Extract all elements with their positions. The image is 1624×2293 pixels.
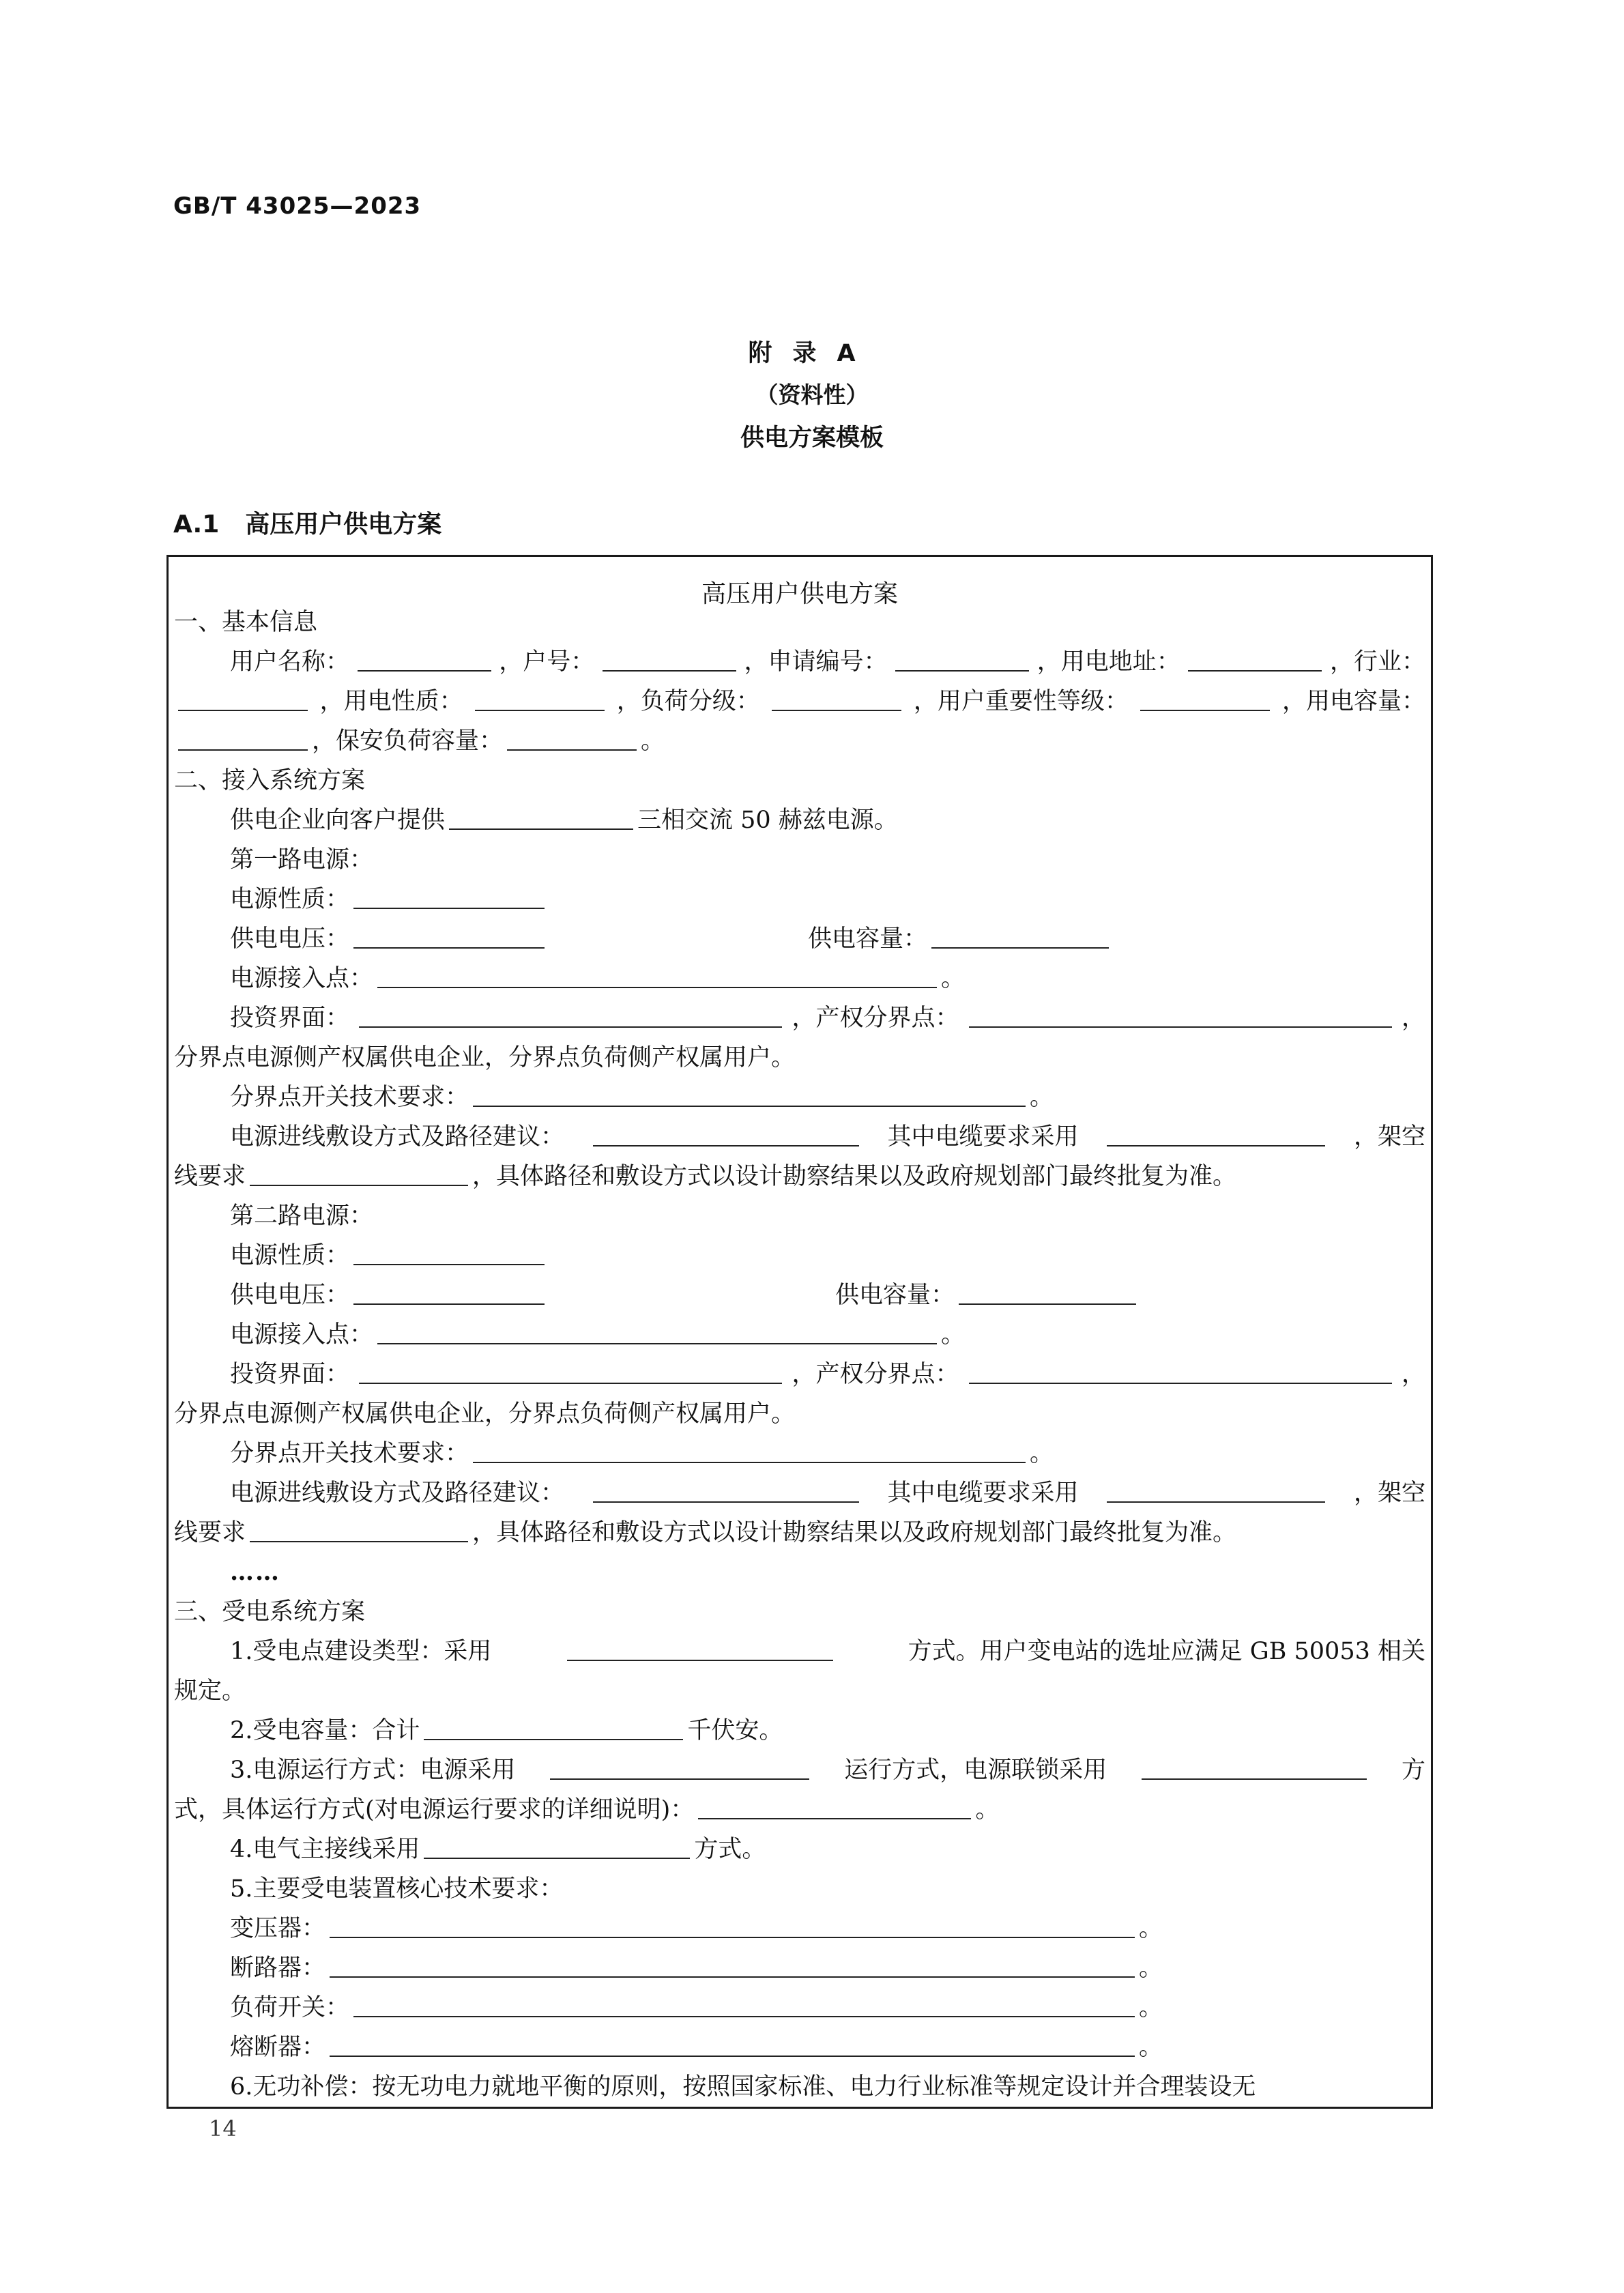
source1-heading: 第一路电源： (230, 846, 374, 874)
src1-boundary-note: 分界点电源侧产权属供电企业，分界点负荷侧产权属用户。 (174, 1044, 796, 1071)
part3-heading: 三、受电系统方案 (174, 1598, 366, 1626)
src2-overhead-label: 线要求 (174, 1519, 246, 1546)
src1-switch-label: 分界点开关技术要求： (230, 1084, 469, 1111)
security-load-label: ，保安负荷容量： (312, 727, 504, 755)
item3-detail-label: 式，具体运行方式(对电源运行要求的详细说明)： (174, 1796, 695, 1823)
src1-invest-field[interactable] (359, 1026, 782, 1028)
nature-field[interactable] (475, 709, 605, 711)
src1-overhead-label: 线要求 (174, 1163, 246, 1190)
src1-nature-field[interactable] (353, 907, 545, 909)
application-no-field[interactable] (895, 669, 1029, 672)
src2-voltage-label: 供电电压： (230, 1282, 350, 1309)
part3-heading-row (169, 1591, 1425, 1631)
src2-invest-label: 投资界面： (230, 1361, 350, 1388)
ellipsis: …… (230, 1558, 280, 1586)
src1-invest-label: 投资界面： (230, 1005, 350, 1032)
item5-label: 5.主要受电装置核心技术要求： (230, 1875, 564, 1903)
source1-nature-row (169, 879, 1425, 919)
src2-property-field[interactable] (969, 1382, 1392, 1384)
src2-switch-label: 分界点开关技术要求： (230, 1440, 469, 1467)
src2-property-label: ，产权分界点： (792, 1361, 959, 1388)
src2-overhead-field[interactable] (250, 1540, 468, 1542)
src1-nature-label: 电源性质： (230, 886, 350, 913)
supply-voltage-field[interactable] (449, 828, 633, 830)
item3-row-2 (169, 1789, 1425, 1829)
item6-row (169, 2066, 1425, 2106)
src2-overhead-tail: ，架空 (1353, 1480, 1425, 1507)
load-class-field[interactable] (772, 709, 901, 711)
page-number: 14 (209, 2116, 237, 2141)
src2-nature-field[interactable] (353, 1263, 545, 1265)
basic-info-row-2 (169, 681, 1425, 721)
src1-access-end: 。 (941, 965, 966, 992)
part2-heading-row (169, 760, 1425, 800)
src1-overhead-tail: ，架空 (1353, 1123, 1425, 1151)
account-no-label: ，户号： (499, 648, 595, 676)
source2-access-row (169, 1314, 1425, 1354)
basic-info-row-1 (169, 641, 1425, 681)
section-title: 高压用户供电方案 (245, 510, 442, 538)
item3-interlock-label: 运行方式，电源联锁采用 (844, 1757, 1107, 1784)
importance-field[interactable] (1140, 709, 1270, 711)
item3-row (169, 1750, 1425, 1789)
item1-end: 规定。 (174, 1677, 246, 1705)
item3-tail: 方 (1401, 1757, 1425, 1784)
part2-heading: 二、接入系统方案 (174, 767, 366, 794)
breaker-label: 断路器： (230, 1955, 326, 1982)
item1-field[interactable] (567, 1659, 833, 1661)
source2-route-row (169, 1473, 1425, 1512)
source1-invest-row (169, 998, 1425, 1037)
item4-field[interactable] (424, 1857, 690, 1859)
source1-route-row-2 (169, 1156, 1425, 1196)
nature-label: ，用电性质： (319, 688, 463, 715)
item3-label: 3.电源运行方式：电源采用 (230, 1757, 516, 1784)
src2-route-label: 电源进线敷设方式及路径建议： (230, 1480, 565, 1507)
importance-label: ，用户重要性等级： (913, 688, 1129, 715)
form-title: 高压用户供电方案 (701, 580, 898, 608)
src1-property-end: ， (1401, 1005, 1425, 1032)
capacity-field[interactable] (178, 749, 308, 751)
src2-route-field[interactable] (593, 1501, 859, 1503)
standard-code: GB/T 43025—2023 (173, 192, 422, 220)
src2-capacity-field[interactable] (959, 1303, 1136, 1305)
account-no-field[interactable] (603, 669, 736, 672)
section-number: A.1 (173, 510, 220, 538)
load-switch-field[interactable] (353, 2015, 1135, 2017)
transformer-field[interactable] (330, 1936, 1135, 1938)
industry-label: ，行业： (1329, 648, 1425, 676)
item4-label: 4.电气主接线采用 (230, 1836, 420, 1863)
source2-heading: 第二路电源： (230, 1202, 374, 1230)
item1-row-2 (169, 1671, 1425, 1710)
part1-heading-row (169, 602, 1425, 641)
source1-heading-row (169, 839, 1425, 879)
item3-detail-field[interactable] (698, 1817, 971, 1819)
transformer-row (169, 1908, 1425, 1948)
fuse-label: 熔断器： (230, 2034, 326, 2061)
src1-switch-end: 。 (1030, 1084, 1054, 1111)
src1-access-field[interactable] (377, 986, 937, 988)
src2-capacity-label: 供电容量： (835, 1282, 955, 1309)
breaker-row (169, 1948, 1425, 1987)
item1-label: 1.受电点建设类型：采用 (230, 1638, 492, 1665)
load-switch-end: 。 (1139, 1994, 1163, 2021)
address-field[interactable] (1188, 669, 1322, 672)
src1-voltage-label: 供电电压： (230, 925, 350, 953)
fuse-row (169, 2027, 1425, 2066)
transformer-end: 。 (1139, 1915, 1163, 1942)
source1-boundary-row (169, 1037, 1425, 1077)
supply-intro-label: 供电企业向客户提供 (230, 807, 446, 834)
item1-row (169, 1631, 1425, 1671)
src1-route-label: 电源进线敷设方式及路径建议： (230, 1123, 565, 1151)
src2-nature-label: 电源性质： (230, 1242, 350, 1269)
src2-property-end: ， (1401, 1361, 1425, 1388)
src2-switch-field[interactable] (473, 1461, 1026, 1463)
fuse-end: 。 (1139, 2034, 1163, 2061)
user-name-label: 用户名称： (230, 648, 350, 676)
src1-route-field[interactable] (593, 1144, 859, 1146)
src1-capacity-label: 供电容量： (808, 925, 928, 953)
item6-text: 6.无功补偿：按无功电力就地平衡的原则，按照国家标准、电力行业标准等规定设计并合理装设无 (230, 2073, 1256, 2101)
breaker-end: 。 (1139, 1955, 1163, 1982)
src1-access-label: 电源接入点： (230, 965, 374, 992)
item2-row (169, 1710, 1425, 1750)
part1-heading: 一、基本信息 (174, 609, 318, 636)
item1-tail: 方式。用户变电站的选址应满足 GB 50053 相关 (908, 1638, 1425, 1665)
address-label: ，用电地址： (1036, 648, 1180, 676)
breaker-field[interactable] (330, 1976, 1135, 1978)
item2-tail: 千伏安。 (687, 1717, 783, 1744)
source2-nature-row (169, 1235, 1425, 1275)
src2-cable-label: 其中电缆要求采用 (887, 1480, 1079, 1507)
supply-intro-row (169, 800, 1425, 839)
item3-run-field[interactable] (550, 1778, 809, 1780)
form-frame (166, 555, 1433, 2109)
source1-switch-row (169, 1077, 1425, 1116)
source2-heading-row (169, 1196, 1425, 1235)
load-switch-label: 负荷开关： (230, 1994, 350, 2021)
source2-invest-row (169, 1354, 1425, 1394)
src1-voltage-field[interactable] (353, 947, 545, 949)
source2-route-row-2 (169, 1512, 1425, 1552)
load-class-label: ，负荷分级： (616, 688, 760, 715)
src1-cable-label: 其中电缆要求采用 (887, 1123, 1079, 1151)
appendix-title-text: 附录A (748, 340, 876, 367)
appendix-nature: （资料性） (755, 381, 869, 408)
appendix-title (0, 334, 1624, 369)
src2-route-tail: ，具体路径和敷设方式以设计勘察结果以及政府规划部门最终批复为准。 (472, 1519, 1237, 1546)
source2-boundary-row (169, 1394, 1425, 1433)
transformer-label: 变压器： (230, 1915, 326, 1942)
appendix-subtitle: 供电方案模板 (740, 424, 884, 452)
src1-cable-field[interactable] (1107, 1144, 1325, 1146)
item5-row (169, 1869, 1425, 1908)
security-load-field[interactable] (507, 749, 637, 751)
user-name-field[interactable] (358, 669, 491, 672)
item4-tail: 方式。 (694, 1836, 766, 1863)
src1-route-tail: ，具体路径和敷设方式以设计勘察结果以及政府规划部门最终批复为准。 (472, 1163, 1237, 1190)
src2-voltage-field[interactable] (353, 1303, 545, 1305)
industry-field[interactable] (178, 709, 308, 711)
application-no-label: ，申请编号： (744, 648, 888, 676)
load-switch-row (169, 1987, 1425, 2027)
src1-switch-field[interactable] (473, 1105, 1026, 1107)
supply-tail-text: 三相交流 50 赫兹电源。 (637, 807, 898, 834)
ellipsis-row (169, 1552, 1425, 1591)
item3-interlock-field[interactable] (1142, 1778, 1367, 1780)
src1-capacity-field[interactable] (931, 947, 1109, 949)
item4-row (169, 1829, 1425, 1869)
source1-access-row (169, 958, 1425, 998)
src1-property-label: ，产权分界点： (792, 1005, 959, 1032)
capacity-label: ，用电容量： (1281, 688, 1425, 715)
source1-voltage-row (169, 919, 1425, 958)
src2-access-end: 。 (941, 1321, 966, 1349)
source1-route-row (169, 1116, 1425, 1156)
src1-overhead-field[interactable] (250, 1184, 468, 1186)
source2-switch-row (169, 1433, 1425, 1473)
item2-field[interactable] (424, 1738, 683, 1740)
item3-detail-end: 。 (975, 1796, 1000, 1823)
src2-switch-end: 。 (1030, 1440, 1054, 1467)
src1-property-field[interactable] (969, 1026, 1392, 1028)
fuse-field[interactable] (330, 2055, 1135, 2057)
source2-voltage-row (169, 1275, 1425, 1314)
basic-info-row-3 (169, 721, 1425, 760)
section-heading (173, 505, 441, 540)
src2-cable-field[interactable] (1107, 1501, 1325, 1503)
src2-access-label: 电源接入点： (230, 1321, 374, 1349)
item2-label: 2.受电容量：合计 (230, 1717, 420, 1744)
row-end-mark: 。 (641, 727, 665, 755)
src2-access-field[interactable] (377, 1342, 937, 1344)
src2-invest-field[interactable] (359, 1382, 782, 1384)
src2-boundary-note: 分界点电源侧产权属供电企业，分界点负荷侧产权属用户。 (174, 1400, 796, 1428)
